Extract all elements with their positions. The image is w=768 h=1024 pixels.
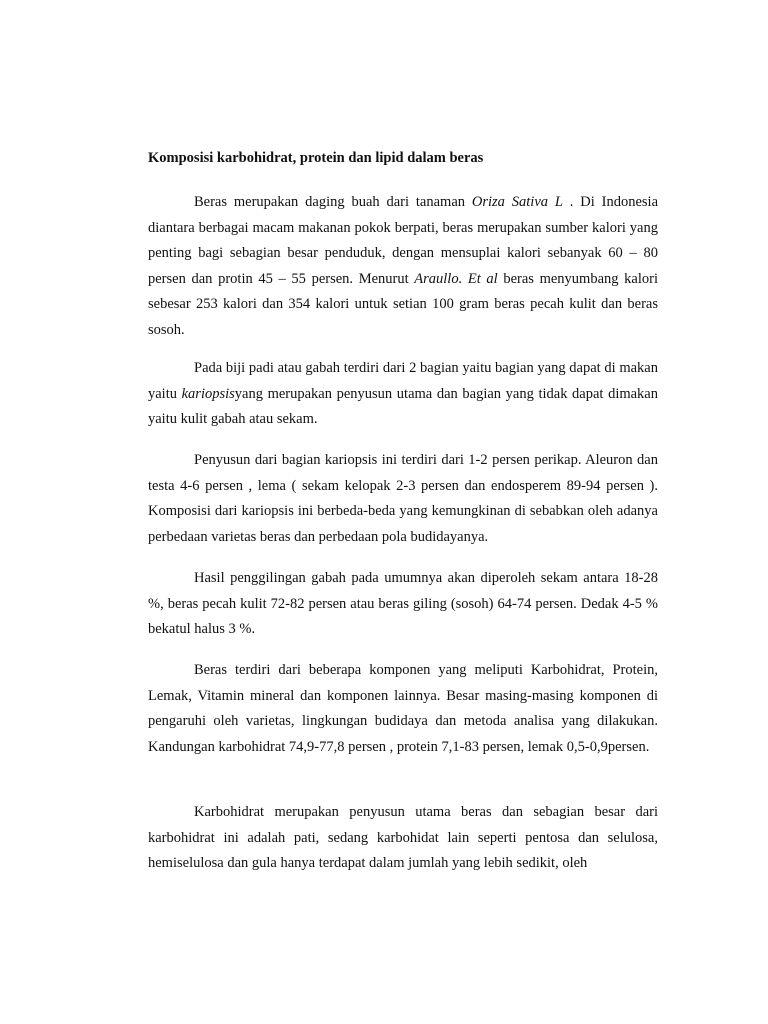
paragraph-4-text: Hasil penggilingan gabah pada umumnya akan diperoleh sekam antara 18-28 %, beras pecah kulit 72-82 persen atau beras giling (sosoh) 64-74 persen. Dedak 4-5 % bekatul halus 3 %. [148,570,658,637]
paragraph-2-text-a: Pada biji padi atau gabah terdiri dari 2 bagian yaitu bagian yang dapat di makan yaitu [148,360,658,402]
paragraph-4 [148,566,658,643]
paragraph-3 [148,448,658,550]
paragraph-2-term: kariopsis [181,385,235,402]
paragraph-2 [148,356,658,433]
paragraph-1 [148,190,658,343]
paragraph-1-text-a: Beras merupakan daging buah dari tanaman [194,194,472,210]
paragraph-5-text: Beras terdiri dari beberapa komponen yang meliputi Karbohidrat, Protein, Lemak, Vitamin mineral dan komponen lainnya. Besar masing-masing komponen di pengaruhi oleh varietas, lingkungan budidaya dan metoda analisa yang dilakukan. Kandungan karbohidrat 74,9-77,8 persen , protein 7,1-83 persen, lemak 0,5-0,9persen. [148,662,658,755]
paragraph-2-text-c: yang merupakan penyusun utama dan bagian yang tidak dapat dimakan yaitu kulit gabah atau sekam. [148,385,658,427]
paragraph-1-species-name: Oriza Sativa L [471,194,563,210]
paragraph-1-text-e: beras menyumbang kalori sebesar 253 kalori dan 354 kalori untuk setian 100 gram beras pecah kulit dan beras sosoh. [148,270,658,338]
paragraph-6 [148,800,658,877]
paragraph-5 [148,658,658,760]
paragraph-3-text: Penyusun dari bagian kariopsis ini terdiri dari 1-2 persen perikap. Aleuron dan testa 4-6 persen , lema ( sekam kelopak 2-3 persen dan endosperem 89-94 persen ). Komposisi dari kariopsis ini berbeda-beda yang kemungkinan di sebabkan oleh adanya perbedaan varietas beras dan perbedaan pola budidayanya. [148,452,658,545]
paragraph-1-text-c: . Di Indonesia diantara berbagai macam makanan pokok berpati, beras merupakan sumber kalori yang penting bagi sebagian besar penduduk, dengan mensuplai kalori sebanyak 60 – 80 persen dan protin 45 – 55 persen. Menurut [148,194,658,287]
paragraph-1-citation: Araullo. Et al [414,270,498,287]
paragraph-6-text: Karbohidrat merupakan penyusun utama beras dan sebagian besar dari karbohidrat ini adalah pati, sedang karbohidat lain seperti pentosa dan selulosa, hemiselulosa dan gula hanya terdapat dalam jumlah yang lebih sedikit, oleh [148,804,658,871]
document-title: Komposisi karbohidrat, protein dan lipid dalam beras [148,150,484,166]
